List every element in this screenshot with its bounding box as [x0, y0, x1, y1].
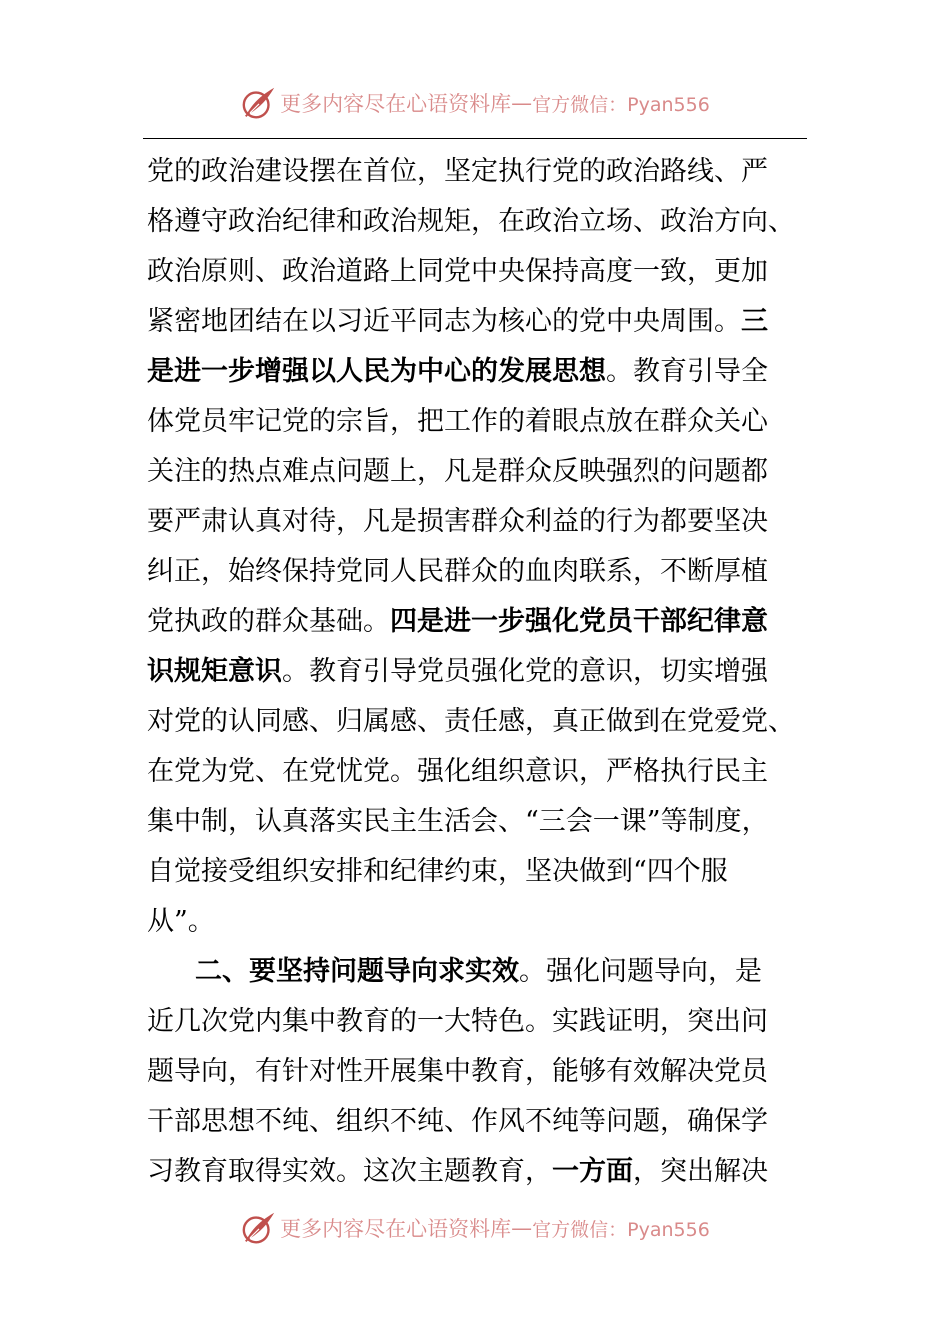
- text-line: [147, 247, 811, 297]
- watermark-sub-text: 官方微信：Pyan556: [532, 1218, 710, 1241]
- text-line: [147, 447, 811, 497]
- body-text: ，突出解决: [633, 1156, 768, 1187]
- body-text: 体党员牢记党的宗旨，把工作的着眼点放在群众关心: [147, 406, 768, 437]
- body-text: 要严肃认真对待，凡是损害群众利益的行为都要坚决: [147, 506, 768, 537]
- text-line: [147, 1097, 811, 1147]
- body-text: 紧密地团结在以习近平同志为核心的党中央周围。: [147, 306, 741, 337]
- watermark-main-text: 更多内容尽在心语资料库: [280, 1217, 512, 1241]
- quill-logo-icon: [240, 84, 278, 122]
- body-text: 习教育取得实效。这次主题教育，: [147, 1156, 552, 1187]
- text-line: [147, 147, 811, 197]
- body-text: 干部思想不纯、组织不纯、作风不纯等问题，确保学: [147, 1106, 768, 1137]
- bold-text: 识规矩意识: [147, 656, 282, 687]
- body-text: 从”。: [147, 906, 215, 937]
- document-body: [147, 147, 811, 1197]
- body-text: 在党为党、在党忧党。强化组织意识，严格执行民主: [147, 756, 768, 787]
- text-line: [147, 947, 811, 997]
- text-line: [147, 647, 811, 697]
- watermark-sub-text: 官方微信：Pyan556: [532, 93, 710, 116]
- bold-text: 四是进一步强化党员干部纪律意: [390, 606, 768, 637]
- body-text: 格遵守政治纪律和政治规矩，在政治立场、政治方向、: [147, 206, 795, 237]
- body-text: 集中制，认真落实民主生活会、“三会一课”等制度，: [147, 806, 769, 837]
- body-text: 题导向，有针对性开展集中教育，能够有效解决党员: [147, 1056, 768, 1087]
- text-line: [147, 347, 811, 397]
- header-rule: [143, 138, 807, 139]
- body-text: 对党的认同感、归属感、责任感，真正做到在党爱党、: [147, 706, 795, 737]
- body-text: 。教育引导党员强化党的意识，切实增强: [282, 656, 768, 687]
- body-text: 党执政的群众基础。: [147, 606, 390, 637]
- watermark-dash: —: [511, 1216, 533, 1240]
- body-text: 。强化问题导向，是: [519, 956, 762, 987]
- watermark-main-text: 更多内容尽在心语资料库: [280, 92, 512, 116]
- text-line: [147, 1147, 811, 1197]
- text-line: [147, 597, 811, 647]
- body-text: 党的政治建设摆在首位，坚定执行党的政治路线、严: [147, 156, 768, 187]
- text-line: [147, 747, 811, 797]
- text-line: [147, 197, 811, 247]
- watermark-dash: —: [511, 91, 533, 115]
- bold-text: 一方面: [552, 1156, 633, 1187]
- text-line: [147, 847, 811, 897]
- text-line: [147, 397, 811, 447]
- text-line: [147, 897, 811, 947]
- header-watermark: [0, 83, 950, 123]
- text-line: [147, 547, 811, 597]
- bold-text: 是进一步增强以人民为中心的发展思想: [147, 356, 606, 387]
- body-text: 自觉接受组织安排和纪律约束，坚决做到“四个服: [147, 856, 728, 887]
- body-text: 近几次党内集中教育的一大特色。实践证明，突出问: [147, 1006, 768, 1037]
- text-line: [147, 497, 811, 547]
- body-text: 政治原则、政治道路上同党中央保持高度一致，更加: [147, 256, 768, 287]
- text-line: [147, 1047, 811, 1097]
- body-text: 。教育引导全: [606, 356, 768, 387]
- text-line: [147, 697, 811, 747]
- bold-text: 三: [741, 306, 768, 337]
- footer-watermark: [0, 1208, 950, 1248]
- body-text: 纠正，始终保持党同人民群众的血肉联系，不断厚植: [147, 556, 768, 587]
- text-line: [147, 297, 811, 347]
- section-heading: 二、要坚持问题导向求实效: [195, 956, 519, 987]
- text-line: [147, 997, 811, 1047]
- quill-logo-icon: [240, 1209, 278, 1247]
- body-text: 关注的热点难点问题上，凡是群众反映强烈的问题都: [147, 456, 768, 487]
- text-line: [147, 797, 811, 847]
